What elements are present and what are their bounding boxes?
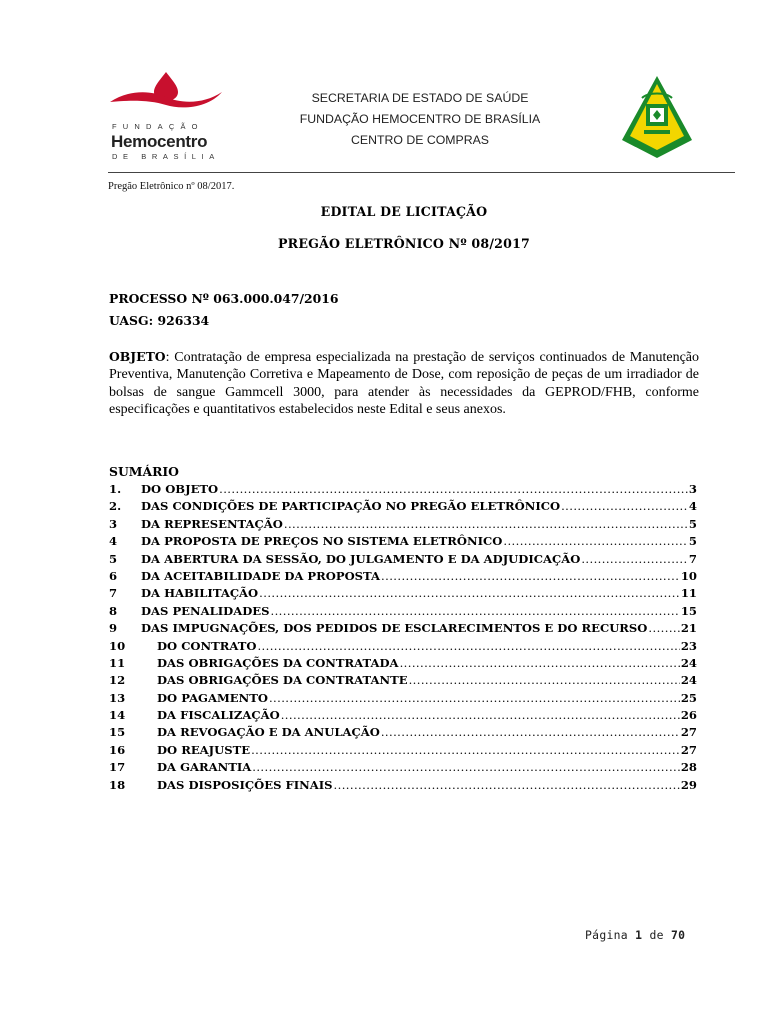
toc-entry[interactable]	[109, 638, 697, 655]
toc-entry-title: DA ABERTURA DA SESSÃO, DO JULGAMENTO E DA ADJUDICAÇÃO	[141, 551, 581, 566]
toc-entry-page: 29	[680, 777, 697, 792]
toc-entry[interactable]	[109, 707, 697, 724]
toc-entry[interactable]	[109, 672, 697, 689]
logo-line-hemocentro: Hemocentro	[111, 132, 208, 151]
toc-entry[interactable]	[109, 568, 697, 585]
footer-page-number: 1	[635, 928, 643, 942]
toc-dot-leader	[648, 620, 679, 637]
toc-entry-title: DAS PENALIDADES	[141, 603, 270, 618]
toc-entry[interactable]	[109, 724, 697, 741]
logo-line-fundacao: FUNDAÇÃO	[112, 122, 204, 131]
toc-entry-number: 18	[109, 777, 126, 792]
objeto-paragraph	[109, 348, 699, 419]
toc-entry-page: 5	[688, 534, 697, 549]
table-of-contents	[109, 481, 697, 794]
toc-entry-number: 7	[109, 586, 118, 601]
sumario-title: SUMÁRIO	[109, 464, 179, 479]
toc-entry[interactable]	[109, 759, 697, 776]
toc-entry-page: 11	[680, 586, 697, 601]
toc-entry[interactable]	[109, 603, 697, 620]
header-rule	[108, 172, 735, 173]
toc-entry-page: 15	[680, 603, 697, 618]
toc-entry-page: 27	[680, 725, 697, 740]
toc-entry[interactable]	[109, 655, 697, 672]
toc-entry-title: DAS CONDIÇÕES DE PARTICIPAÇÃO NO PREGÃO ELETRÔNICO	[141, 499, 561, 514]
toc-entry-title: DAS OBRIGAÇÕES DA CONTRATADA	[157, 655, 399, 670]
toc-entry-number: 11	[109, 655, 126, 670]
toc-entry[interactable]	[109, 620, 697, 637]
toc-entry-title: DO OBJETO	[141, 482, 219, 496]
document-subtitle: PREGÃO ELETRÔNICO Nº 08/2017	[277, 236, 531, 251]
toc-entry-page: 10	[680, 568, 697, 583]
toc-dot-leader	[561, 498, 688, 515]
toc-dot-leader	[259, 585, 680, 602]
toc-entry[interactable]	[109, 498, 697, 515]
toc-entry[interactable]	[109, 516, 697, 533]
toc-entry-number: 2.	[109, 499, 122, 514]
toc-dot-leader	[219, 481, 688, 498]
toc-entry-page: 4	[688, 499, 697, 514]
toc-dot-leader	[381, 724, 680, 741]
running-header: Pregão Eletrônico nº 08/2017.	[108, 181, 235, 192]
toc-entry-page: 24	[680, 673, 697, 688]
toc-entry-number: 13	[109, 690, 126, 705]
toc-dot-leader	[581, 551, 688, 568]
toc-entry-number: 12	[109, 673, 126, 688]
toc-entry-title: DO REAJUSTE	[157, 742, 251, 757]
toc-dot-leader	[257, 638, 679, 655]
toc-entry-number: 10	[109, 638, 126, 653]
toc-entry-page: 21	[680, 621, 697, 636]
uasg-number: UASG: 926334	[109, 313, 210, 328]
toc-entry-number: 1.	[109, 482, 122, 496]
toc-entry[interactable]	[109, 777, 697, 794]
blood-drop-icon	[108, 70, 228, 120]
objeto-label: OBJETO	[109, 349, 166, 364]
toc-entry-number: 15	[109, 725, 126, 740]
toc-entry-page: 7	[688, 551, 697, 566]
toc-dot-leader	[271, 603, 680, 620]
footer-prefix: Página	[585, 928, 628, 942]
toc-entry[interactable]	[109, 551, 697, 568]
toc-entry-title: DA HABILITAÇÃO	[141, 586, 259, 601]
toc-entry-number: 6	[109, 568, 118, 583]
toc-entry-title: DO PAGAMENTO	[157, 690, 268, 705]
toc-dot-leader	[269, 690, 680, 707]
toc-entry-number: 9	[109, 621, 118, 636]
toc-dot-leader	[284, 516, 688, 533]
toc-entry[interactable]	[109, 481, 697, 498]
objeto-text: : Contratação de empresa especializada na prestação de serviços continuados de Manutenção Preventiva, Manutenção Corretiva e Mapeamento de Dose, com reposição de peças de um irradiador de bolsas de sangue Gammcell 3000, para atender às necessidades da GEPROD/FHB, conforme especificações e quantitativos estabelecidos neste Edital e seus anexos.	[109, 350, 699, 418]
footer-total-pages: 70	[670, 928, 686, 942]
toc-entry[interactable]	[109, 585, 697, 602]
toc-entry-title: DA PROPOSTA DE PREÇOS NO SISTEMA ELETRÔNICO	[141, 534, 503, 549]
toc-entry-page: 26	[680, 708, 697, 723]
toc-entry-title: DAS IMPUGNAÇÕES, DOS PEDIDOS DE ESCLARECIMENTOS E DO RECURSO	[141, 621, 648, 636]
toc-dot-leader	[251, 742, 680, 759]
header-secretaria: SECRETARIA DE ESTADO DE SAÚDE	[311, 91, 529, 105]
toc-entry[interactable]	[109, 742, 697, 759]
toc-dot-leader	[334, 777, 680, 794]
logo-line-brasilia: DE BRASÍLIA	[112, 152, 220, 161]
toc-entry-number: 4	[109, 534, 118, 549]
toc-entry-title: DAS OBRIGAÇÕES DA CONTRATANTE	[157, 673, 408, 688]
processo-number: PROCESSO Nº 063.000.047/2016	[109, 291, 339, 306]
toc-entry-title: DO CONTRATO	[157, 638, 257, 653]
df-emblem-icon	[620, 74, 694, 160]
page-footer	[585, 928, 685, 942]
toc-entry-page: 25	[680, 690, 697, 705]
footer-middle: de	[649, 928, 664, 942]
toc-entry-page: 24	[680, 655, 697, 670]
header-centro-compras: CENTRO DE COMPRAS	[350, 133, 489, 147]
hemocentro-logo	[108, 70, 228, 162]
toc-dot-leader	[252, 759, 680, 776]
toc-entry-number: 17	[109, 760, 126, 775]
toc-entry-title: DA GARANTIA	[157, 760, 252, 775]
toc-entry-page: 23	[680, 638, 697, 653]
toc-entry-page: 28	[680, 760, 697, 775]
institution-header	[270, 88, 570, 151]
toc-dot-leader	[503, 533, 688, 550]
toc-entry[interactable]	[109, 533, 697, 550]
toc-entry-number: 8	[109, 603, 118, 618]
header-fundacao: FUNDAÇÃO HEMOCENTRO DE BRASÍLIA	[299, 112, 541, 126]
toc-entry-number: 5	[109, 551, 118, 566]
toc-entry-title: DAS DISPOSIÇÕES FINAIS	[157, 777, 333, 792]
toc-dot-leader	[281, 707, 680, 724]
toc-entry-page: 3	[688, 482, 697, 496]
document-title: EDITAL DE LICITAÇÃO	[320, 204, 488, 219]
toc-entry[interactable]	[109, 690, 697, 707]
toc-entry-title: DA REPRESENTAÇÃO	[141, 516, 283, 531]
toc-dot-leader	[400, 655, 680, 672]
toc-entry-number: 14	[109, 708, 126, 723]
toc-entry-page: 27	[680, 742, 697, 757]
toc-entry-page: 5	[688, 516, 697, 531]
toc-entry-title: DA REVOGAÇÃO E DA ANULAÇÃO	[157, 725, 380, 740]
toc-dot-leader	[409, 672, 680, 689]
toc-entry-title: DA FISCALIZAÇÃO	[157, 708, 280, 723]
toc-entry-number: 16	[109, 742, 126, 757]
toc-entry-number: 3	[109, 516, 118, 531]
toc-dot-leader	[381, 568, 680, 585]
toc-entry-title: DA ACEITABILIDADE DA PROPOSTA	[141, 568, 381, 583]
